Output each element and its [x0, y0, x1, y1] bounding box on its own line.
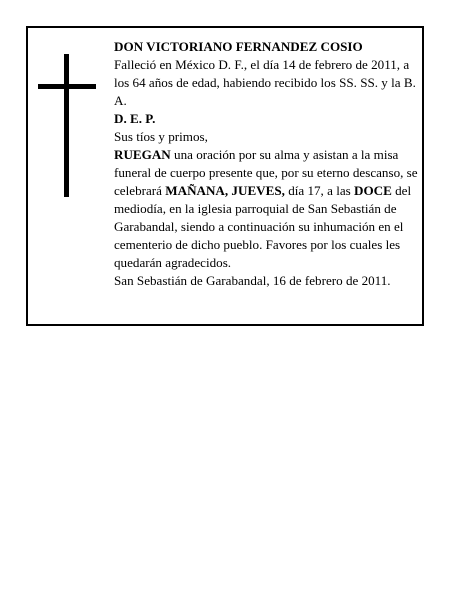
death-info: Falleció en México D. F., el día 14 de febrero de 2011, a los 64 años de edad, habiendo recibido los SS. SS. y la B. A. [114, 57, 416, 108]
request-text-3: del mediodía, en la iglesia parroquial de San Sebastián de Garabandal, siendo a continuación su inhumación en el cementerio de dicho pueblo. Favores por los cuales les quedarán agradecidos. [114, 183, 412, 270]
request-day: MAÑANA, JUEVES, [165, 183, 285, 198]
request-text-1: una oración por su alma y asistan a la misa funeral de cuerpo presente que, por su eterno descanso, se celebrará [114, 147, 418, 198]
mourners-line: Sus tíos y primos, [114, 129, 208, 144]
cross-horizontal-bar [38, 84, 96, 89]
request-time: DOCE [354, 183, 392, 198]
rip-abbreviation: D. E. P. [114, 111, 156, 126]
obituary-text [114, 38, 420, 290]
request-text-2: día 17, a las [284, 183, 355, 198]
request-lead: RUEGAN [114, 147, 171, 162]
place-date: San Sebastián de Garabandal, 16 de febrero de 2011. [114, 273, 391, 288]
deceased-name: DON VICTORIANO FERNANDEZ COSIO [114, 39, 363, 54]
cross-vertical-bar [64, 54, 69, 197]
funeral-request [114, 146, 420, 272]
